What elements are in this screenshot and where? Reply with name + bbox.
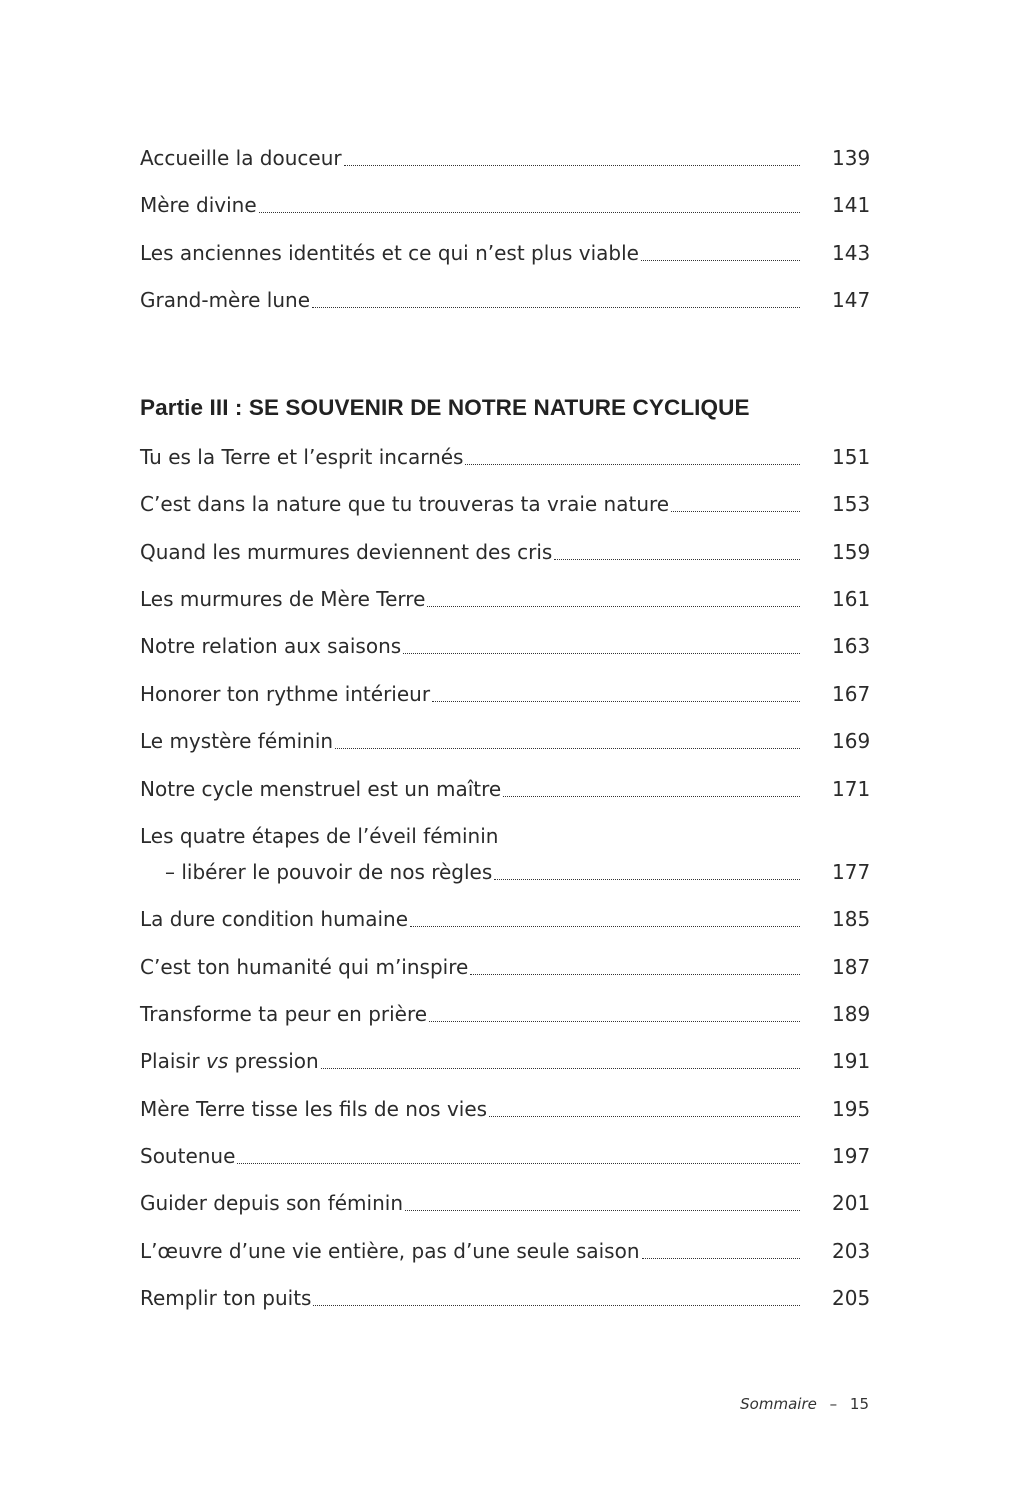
toc-entry xyxy=(140,587,870,611)
toc-entry-page: 163 xyxy=(832,634,871,658)
toc-entry xyxy=(140,777,870,801)
dot-leader xyxy=(321,1066,800,1069)
toc-entry-title: Soutenue xyxy=(140,1144,236,1168)
dot-leader xyxy=(432,699,800,702)
toc-entry xyxy=(140,729,870,753)
toc-entry-page: 185 xyxy=(832,907,871,931)
toc-entry-title-continued: – libérer le pouvoir de nos règles xyxy=(165,860,493,884)
dot-leader xyxy=(312,305,800,308)
toc-entry-title: Grand-mère lune xyxy=(140,288,311,312)
toc-entry xyxy=(140,1144,870,1168)
toc-entry-page: 143 xyxy=(832,241,871,265)
toc-entry-title: Les quatre étapes de l’éveil féminin xyxy=(140,824,499,848)
dot-leader xyxy=(554,557,800,560)
toc-entry-title: C’est ton humanité qui m’inspire xyxy=(140,955,469,979)
dot-leader xyxy=(671,509,800,512)
footer-label: Sommaire xyxy=(740,1395,817,1413)
dot-leader xyxy=(494,877,800,880)
toc-entry-page: 203 xyxy=(832,1239,871,1263)
page-footer xyxy=(740,1395,869,1413)
toc-entry-title: Remplir ton puits xyxy=(140,1286,312,1310)
toc-entry-title: Notre cycle menstruel est un maître xyxy=(140,777,502,801)
toc-entry xyxy=(140,288,870,312)
toc-entry-title: La dure condition humaine xyxy=(140,907,409,931)
toc-entry-page: 201 xyxy=(832,1191,871,1215)
dot-leader xyxy=(237,1161,800,1164)
dot-leader xyxy=(313,1303,800,1306)
toc-entry-page: 151 xyxy=(832,445,871,469)
dot-leader xyxy=(410,924,800,927)
toc-entry-page: 189 xyxy=(832,1002,871,1026)
dot-leader xyxy=(427,604,800,607)
dot-leader xyxy=(335,746,800,749)
toc-entry-title: Notre relation aux saisons xyxy=(140,634,402,658)
toc-entry-title: Transforme ta peur en prière xyxy=(140,1002,428,1026)
dot-leader xyxy=(405,1208,800,1211)
toc-entry-title: Accueille la douceur xyxy=(140,146,342,170)
toc-entry-page: 197 xyxy=(832,1144,871,1168)
toc-entry-page: 205 xyxy=(832,1286,871,1310)
toc-entry-page: 141 xyxy=(832,193,871,217)
toc-entry-title: Mère Terre tisse les fils de nos vies xyxy=(140,1097,488,1121)
dot-leader xyxy=(489,1114,800,1117)
toc-entry-title: C’est dans la nature que tu trouveras ta vraie nature xyxy=(140,492,670,516)
toc-entry-title: Mère divine xyxy=(140,193,257,217)
toc-entry-title: Quand les murmures deviennent des cris xyxy=(140,540,553,564)
toc-entry-page: 169 xyxy=(832,729,871,753)
toc-entry xyxy=(140,1002,870,1026)
toc-entry xyxy=(140,146,870,170)
toc-entry xyxy=(140,1097,870,1121)
footer-page-number: 15 xyxy=(849,1395,869,1413)
toc-entry-page: 171 xyxy=(832,777,871,801)
toc-entry xyxy=(140,955,870,979)
toc-entry-title: Les anciennes identités et ce qui n’est plus viable xyxy=(140,241,639,265)
toc-entry xyxy=(140,1239,870,1263)
toc-entry-page: 195 xyxy=(832,1097,871,1121)
toc-entry xyxy=(140,634,870,658)
toc-entry xyxy=(140,1049,870,1073)
toc-entry xyxy=(140,540,870,564)
dot-leader xyxy=(503,794,800,797)
toc-entry-page: 187 xyxy=(832,955,871,979)
dot-leader xyxy=(429,1019,800,1022)
toc-entry-title: L’œuvre d’une vie entière, pas d’une seule saison xyxy=(140,1239,640,1263)
toc-entry-title: Plaisir vs pression xyxy=(140,1049,319,1073)
toc-entry-page: 159 xyxy=(832,540,871,564)
toc-entry xyxy=(140,1286,870,1310)
toc-entry-title: Guider depuis son féminin xyxy=(140,1191,403,1215)
dot-leader xyxy=(344,163,800,166)
toc-entry xyxy=(140,241,870,265)
dot-leader xyxy=(465,462,800,465)
toc-entry xyxy=(140,1191,870,1215)
part-heading: Partie III : SE SOUVENIR DE NOTRE NATURE CYCLIQUE xyxy=(140,395,750,420)
toc-entry-page: 139 xyxy=(832,146,871,170)
toc-entry xyxy=(140,193,870,217)
dot-leader xyxy=(641,258,800,261)
toc-entry-page: 147 xyxy=(832,288,871,312)
italic-vs: vs xyxy=(206,1049,229,1073)
toc-entry-page: 167 xyxy=(832,682,871,706)
toc-entry-multiline xyxy=(140,824,870,884)
toc-entry-title: Les murmures de Mère Terre xyxy=(140,587,426,611)
toc-entry-title: Tu es la Terre et l’esprit incarnés xyxy=(140,445,464,469)
toc-entry xyxy=(140,492,870,516)
toc-entry xyxy=(140,682,870,706)
toc-entry-page: 191 xyxy=(832,1049,871,1073)
dot-leader xyxy=(259,210,800,213)
toc-entry xyxy=(140,445,870,469)
dot-leader xyxy=(642,1256,800,1259)
dot-leader xyxy=(403,651,800,654)
footer-separator: – xyxy=(829,1395,838,1413)
toc-entry xyxy=(140,907,870,931)
toc-entry-title: Le mystère féminin xyxy=(140,729,334,753)
toc-entry-page: 161 xyxy=(832,587,871,611)
toc-entry-page: 153 xyxy=(832,492,871,516)
dot-leader xyxy=(470,972,800,975)
toc-entry-title: Honorer ton rythme intérieur xyxy=(140,682,431,706)
toc-entry-page: 177 xyxy=(832,860,871,884)
